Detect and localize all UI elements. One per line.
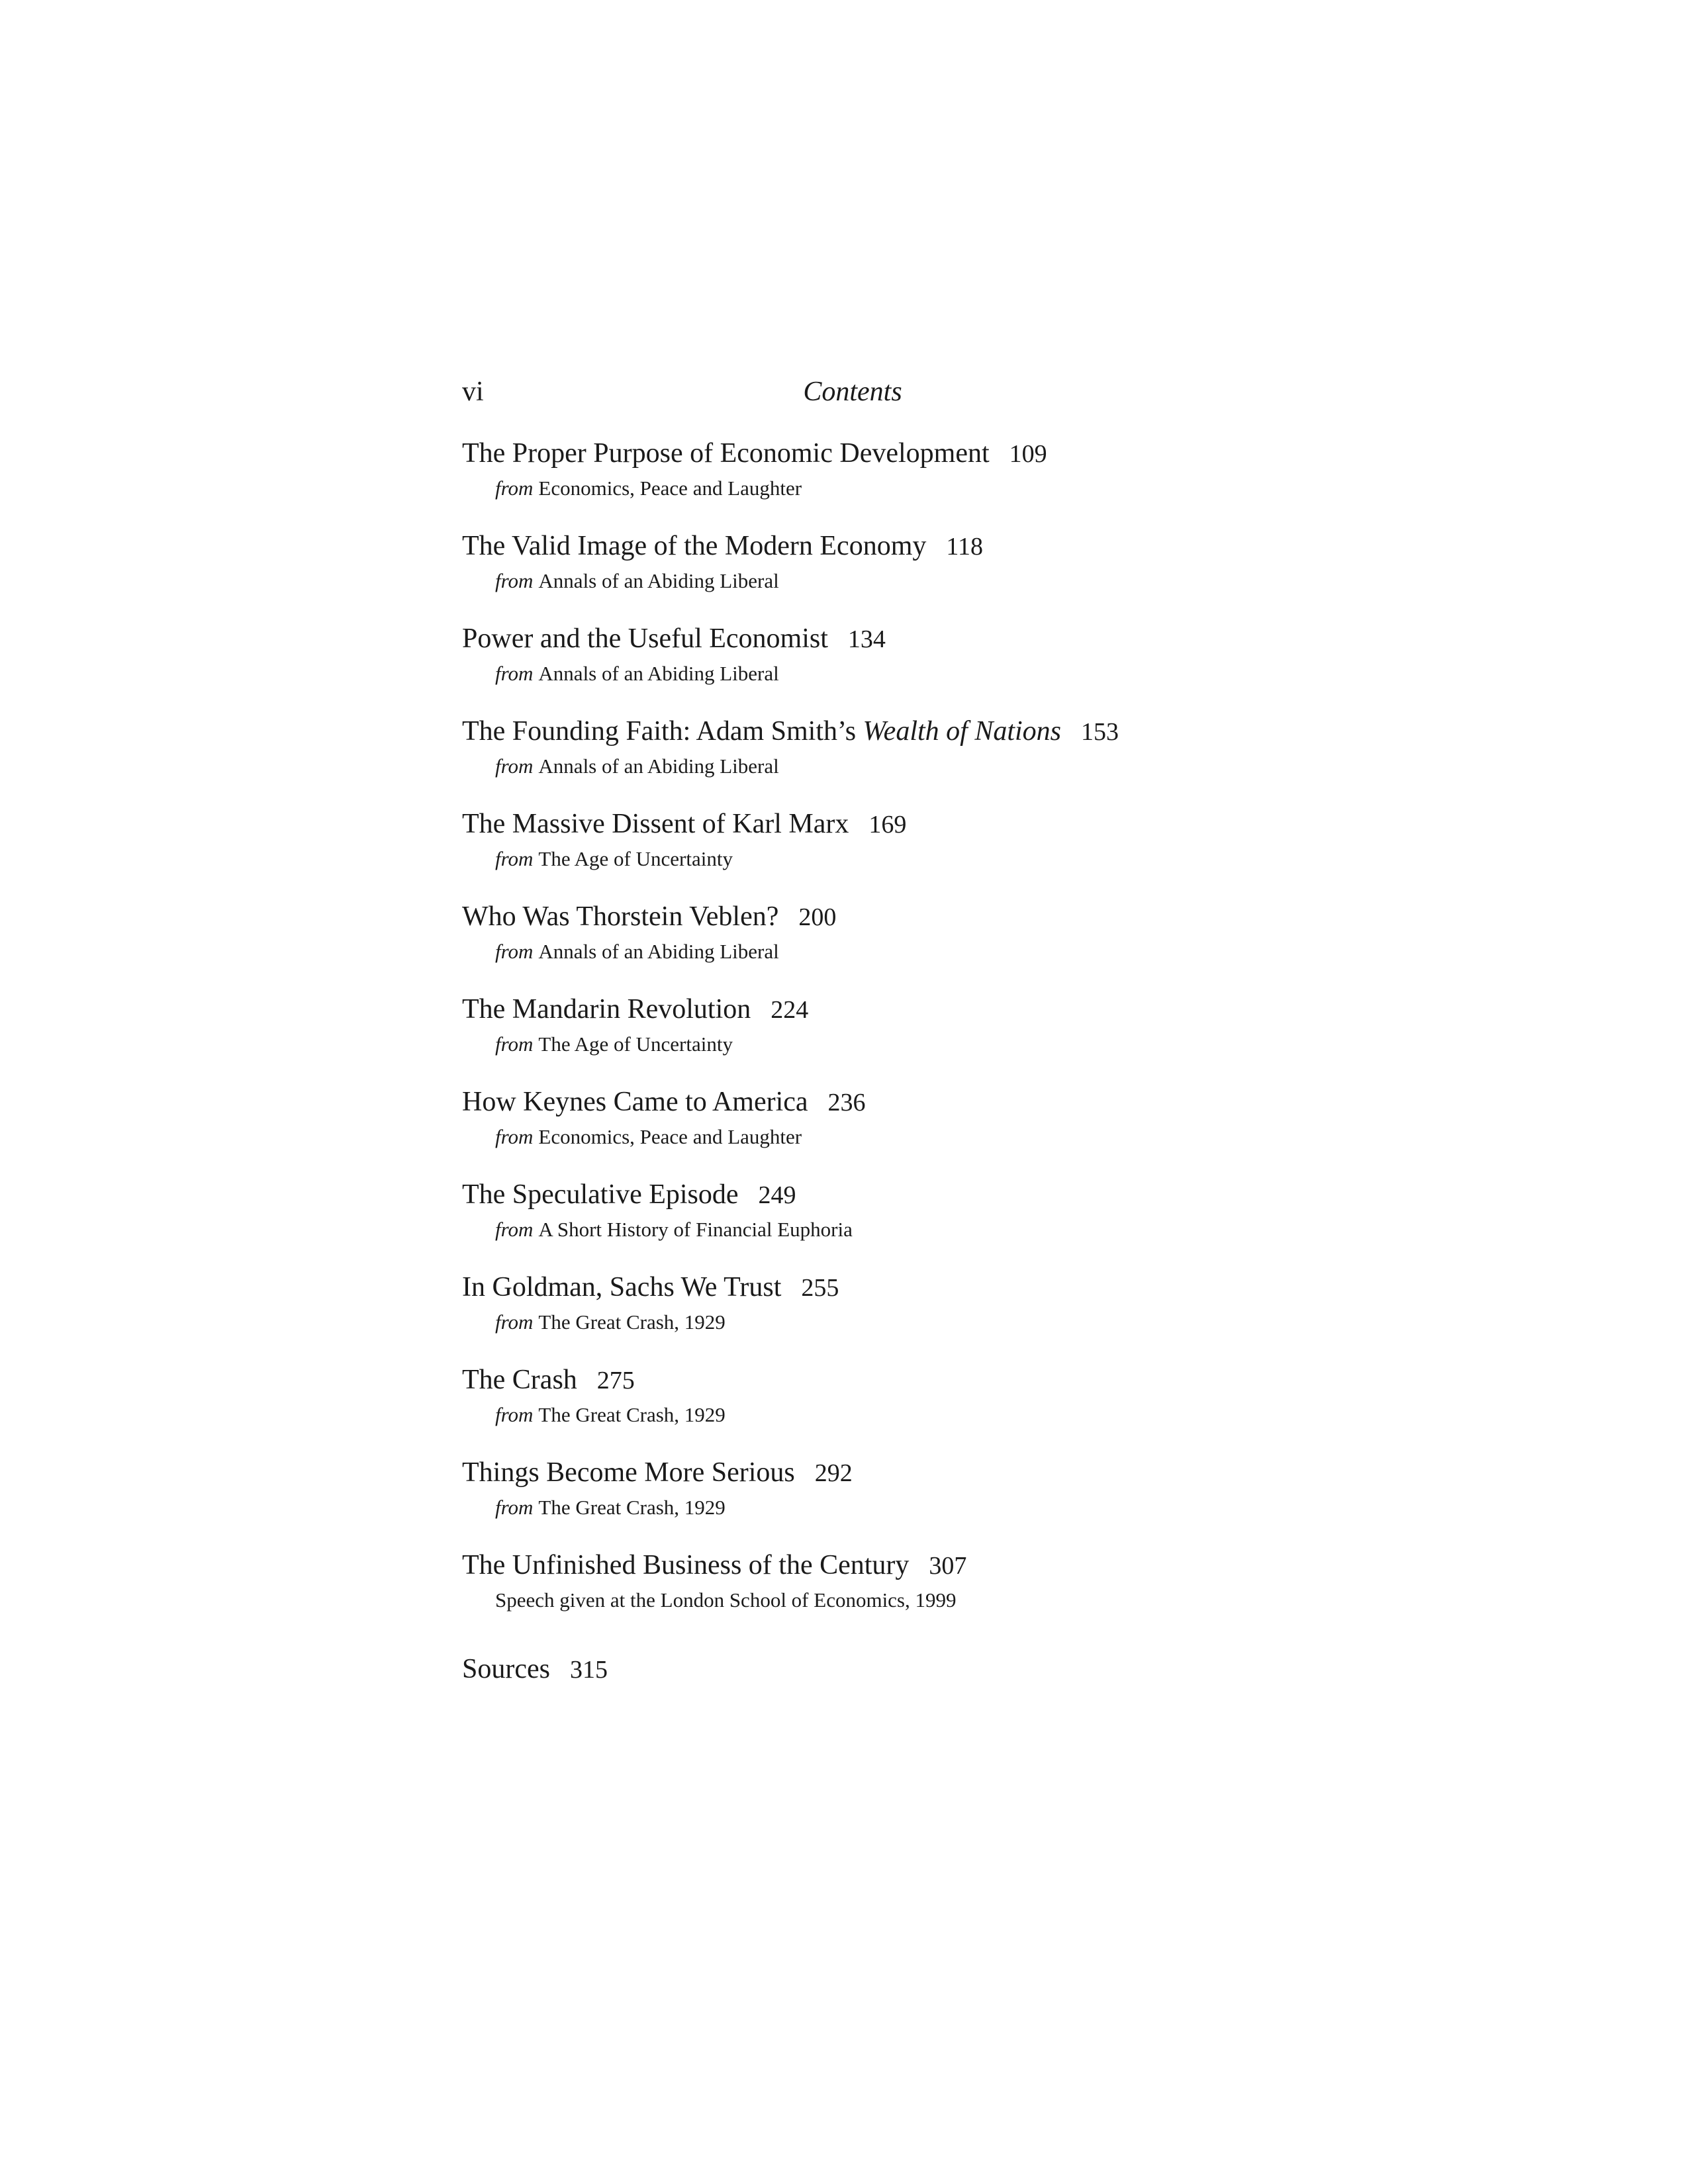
toc-entry-source-line: [495, 474, 1389, 503]
toc-entry-source: Annals of an Abiding Liberal: [538, 940, 779, 963]
toc-entry-source: The Great Crash, 1929: [538, 1496, 726, 1519]
toc-entry-title: The Valid Image of the Modern Economy: [462, 531, 927, 561]
toc-entry-page-number: 255: [801, 1274, 839, 1302]
toc-entry-title-line: [462, 804, 1389, 844]
toc-entry-source-line: [495, 659, 1389, 688]
toc-entry-title: The Unfinished Business of the Century: [462, 1550, 910, 1580]
toc-entry-title-line: [462, 897, 1389, 937]
toc-entry: [462, 1082, 1389, 1152]
toc-entry-from-label: from: [495, 477, 534, 500]
toc-entry: [462, 989, 1389, 1059]
toc-entry-title-line: [462, 989, 1389, 1030]
toc-entry-title-line: [462, 1082, 1389, 1122]
toc-entry-source: Speech given at the London School of Economics, 1999: [495, 1588, 957, 1612]
toc-entry-title: The Founding Faith: Adam Smith’s: [462, 716, 863, 747]
toc-entry-page-number: 169: [868, 811, 907, 839]
toc-entry-page-number: 236: [827, 1089, 866, 1116]
toc-entry: [462, 1649, 1389, 1690]
toc-entry-title: The Proper Purpose of Economic Development: [462, 438, 990, 469]
toc-entry-source-line: [495, 1030, 1389, 1059]
toc-entry-title: The Mandarin Revolution: [462, 994, 751, 1024]
toc-entry-source-line: [495, 1400, 1389, 1430]
toc-entry-title-italic: Wealth of Nations: [863, 716, 1062, 747]
toc-entry-source: The Age of Uncertainty: [538, 847, 733, 870]
toc-entry-source: The Age of Uncertainty: [538, 1032, 733, 1056]
toc-entry-title: The Crash: [462, 1365, 577, 1395]
toc-entry: [462, 1267, 1389, 1337]
toc-entry-title-line: [462, 1360, 1389, 1400]
toc-entry-from-label: from: [495, 1496, 534, 1519]
toc-entry-page-number: 200: [798, 903, 837, 931]
toc-entry: [462, 1545, 1389, 1615]
running-head: [462, 372, 1131, 412]
toc-entry-title-line: [462, 1453, 1389, 1493]
toc-entry-source: Economics, Peace and Laughter: [538, 1125, 802, 1148]
toc-entry-title-line: [462, 1175, 1389, 1215]
toc-entry-page-number: 275: [596, 1367, 635, 1394]
toc-entry-source: Economics, Peace and Laughter: [538, 477, 802, 500]
toc-entry-page-number: 307: [929, 1552, 967, 1580]
toc-entry-title-line: [462, 1545, 1389, 1586]
toc-entry-source: The Great Crash, 1929: [538, 1403, 726, 1426]
toc-entry: [462, 1360, 1389, 1430]
toc-entry-source-line: [495, 1493, 1389, 1522]
toc-entry-from-label: from: [495, 1032, 534, 1056]
toc-entry-from-label: from: [495, 1218, 534, 1241]
toc-entry: [462, 619, 1389, 688]
toc-entry: [462, 433, 1389, 503]
toc-entry-source-line: [495, 1215, 1389, 1244]
toc-entry: [462, 711, 1389, 781]
toc-entry-from-label: from: [495, 569, 534, 592]
toc-entry-from-label: from: [495, 1125, 534, 1148]
toc-entry-from-label: from: [495, 662, 534, 685]
toc-entry-title-line: [462, 433, 1389, 474]
toc-entry-from-label: from: [495, 1403, 534, 1426]
toc-entry-source-line: [495, 567, 1389, 596]
toc-entry-title-line: [462, 711, 1389, 752]
toc-entry-title-line: [462, 619, 1389, 659]
toc-entry: [462, 1175, 1389, 1244]
toc-entry-source-line: [495, 1308, 1389, 1337]
toc-entry-source: A Short History of Financial Euphoria: [538, 1218, 853, 1241]
toc-entry-title-line: [462, 1267, 1389, 1308]
toc-entry-page-number: 249: [758, 1181, 796, 1209]
toc-entry: [462, 897, 1389, 966]
toc-entry-title: Power and the Useful Economist: [462, 623, 828, 654]
toc-entry-source: Annals of an Abiding Liberal: [538, 754, 779, 778]
toc-entry-source: Annals of an Abiding Liberal: [538, 662, 779, 685]
toc-entry-title: How Keynes Came to America: [462, 1087, 808, 1117]
running-head-title: Contents: [803, 377, 902, 407]
toc-entry-source: Annals of an Abiding Liberal: [538, 569, 779, 592]
toc-entry-title: Who Was Thorstein Veblen?: [462, 901, 779, 932]
toc-entry-page-number: 134: [847, 625, 886, 653]
toc-entry-page-number: 109: [1009, 440, 1047, 468]
toc-entry-page-number: 315: [569, 1656, 608, 1684]
toc-entry-title-line: [462, 526, 1389, 567]
toc-entry: [462, 804, 1389, 874]
toc-entry-from-label: from: [495, 754, 534, 778]
toc-entry-source: The Great Crash, 1929: [538, 1310, 726, 1334]
toc-entry-title: Sources: [462, 1654, 550, 1684]
toc-entry-source-line: [495, 1586, 1389, 1615]
toc-entry-page-number: 118: [946, 533, 983, 561]
toc-entry-title-line: [462, 1649, 1389, 1690]
toc-entry-page-number: 224: [771, 996, 809, 1024]
toc-entry: [462, 526, 1389, 596]
toc-entry-title: In Goldman, Sachs We Trust: [462, 1272, 782, 1302]
toc-entry-from-label: from: [495, 847, 534, 870]
toc-entry-title: The Massive Dissent of Karl Marx: [462, 809, 849, 839]
toc-entry-source-line: [495, 844, 1389, 874]
toc-entry-title: The Speculative Episode: [462, 1179, 739, 1210]
toc-entry: [462, 1453, 1389, 1522]
toc-entry-from-label: from: [495, 940, 534, 963]
toc-entry-source-line: [495, 1122, 1389, 1152]
toc-entry-from-label: from: [495, 1310, 534, 1334]
toc-entry-page-number: 153: [1081, 718, 1119, 746]
toc-entry-page-number: 292: [814, 1459, 853, 1487]
toc-entry-title: Things Become More Serious: [462, 1457, 795, 1488]
page-folio: vi: [462, 377, 484, 407]
toc-entry-source-line: [495, 937, 1389, 966]
toc-entry-source-line: [495, 752, 1389, 781]
